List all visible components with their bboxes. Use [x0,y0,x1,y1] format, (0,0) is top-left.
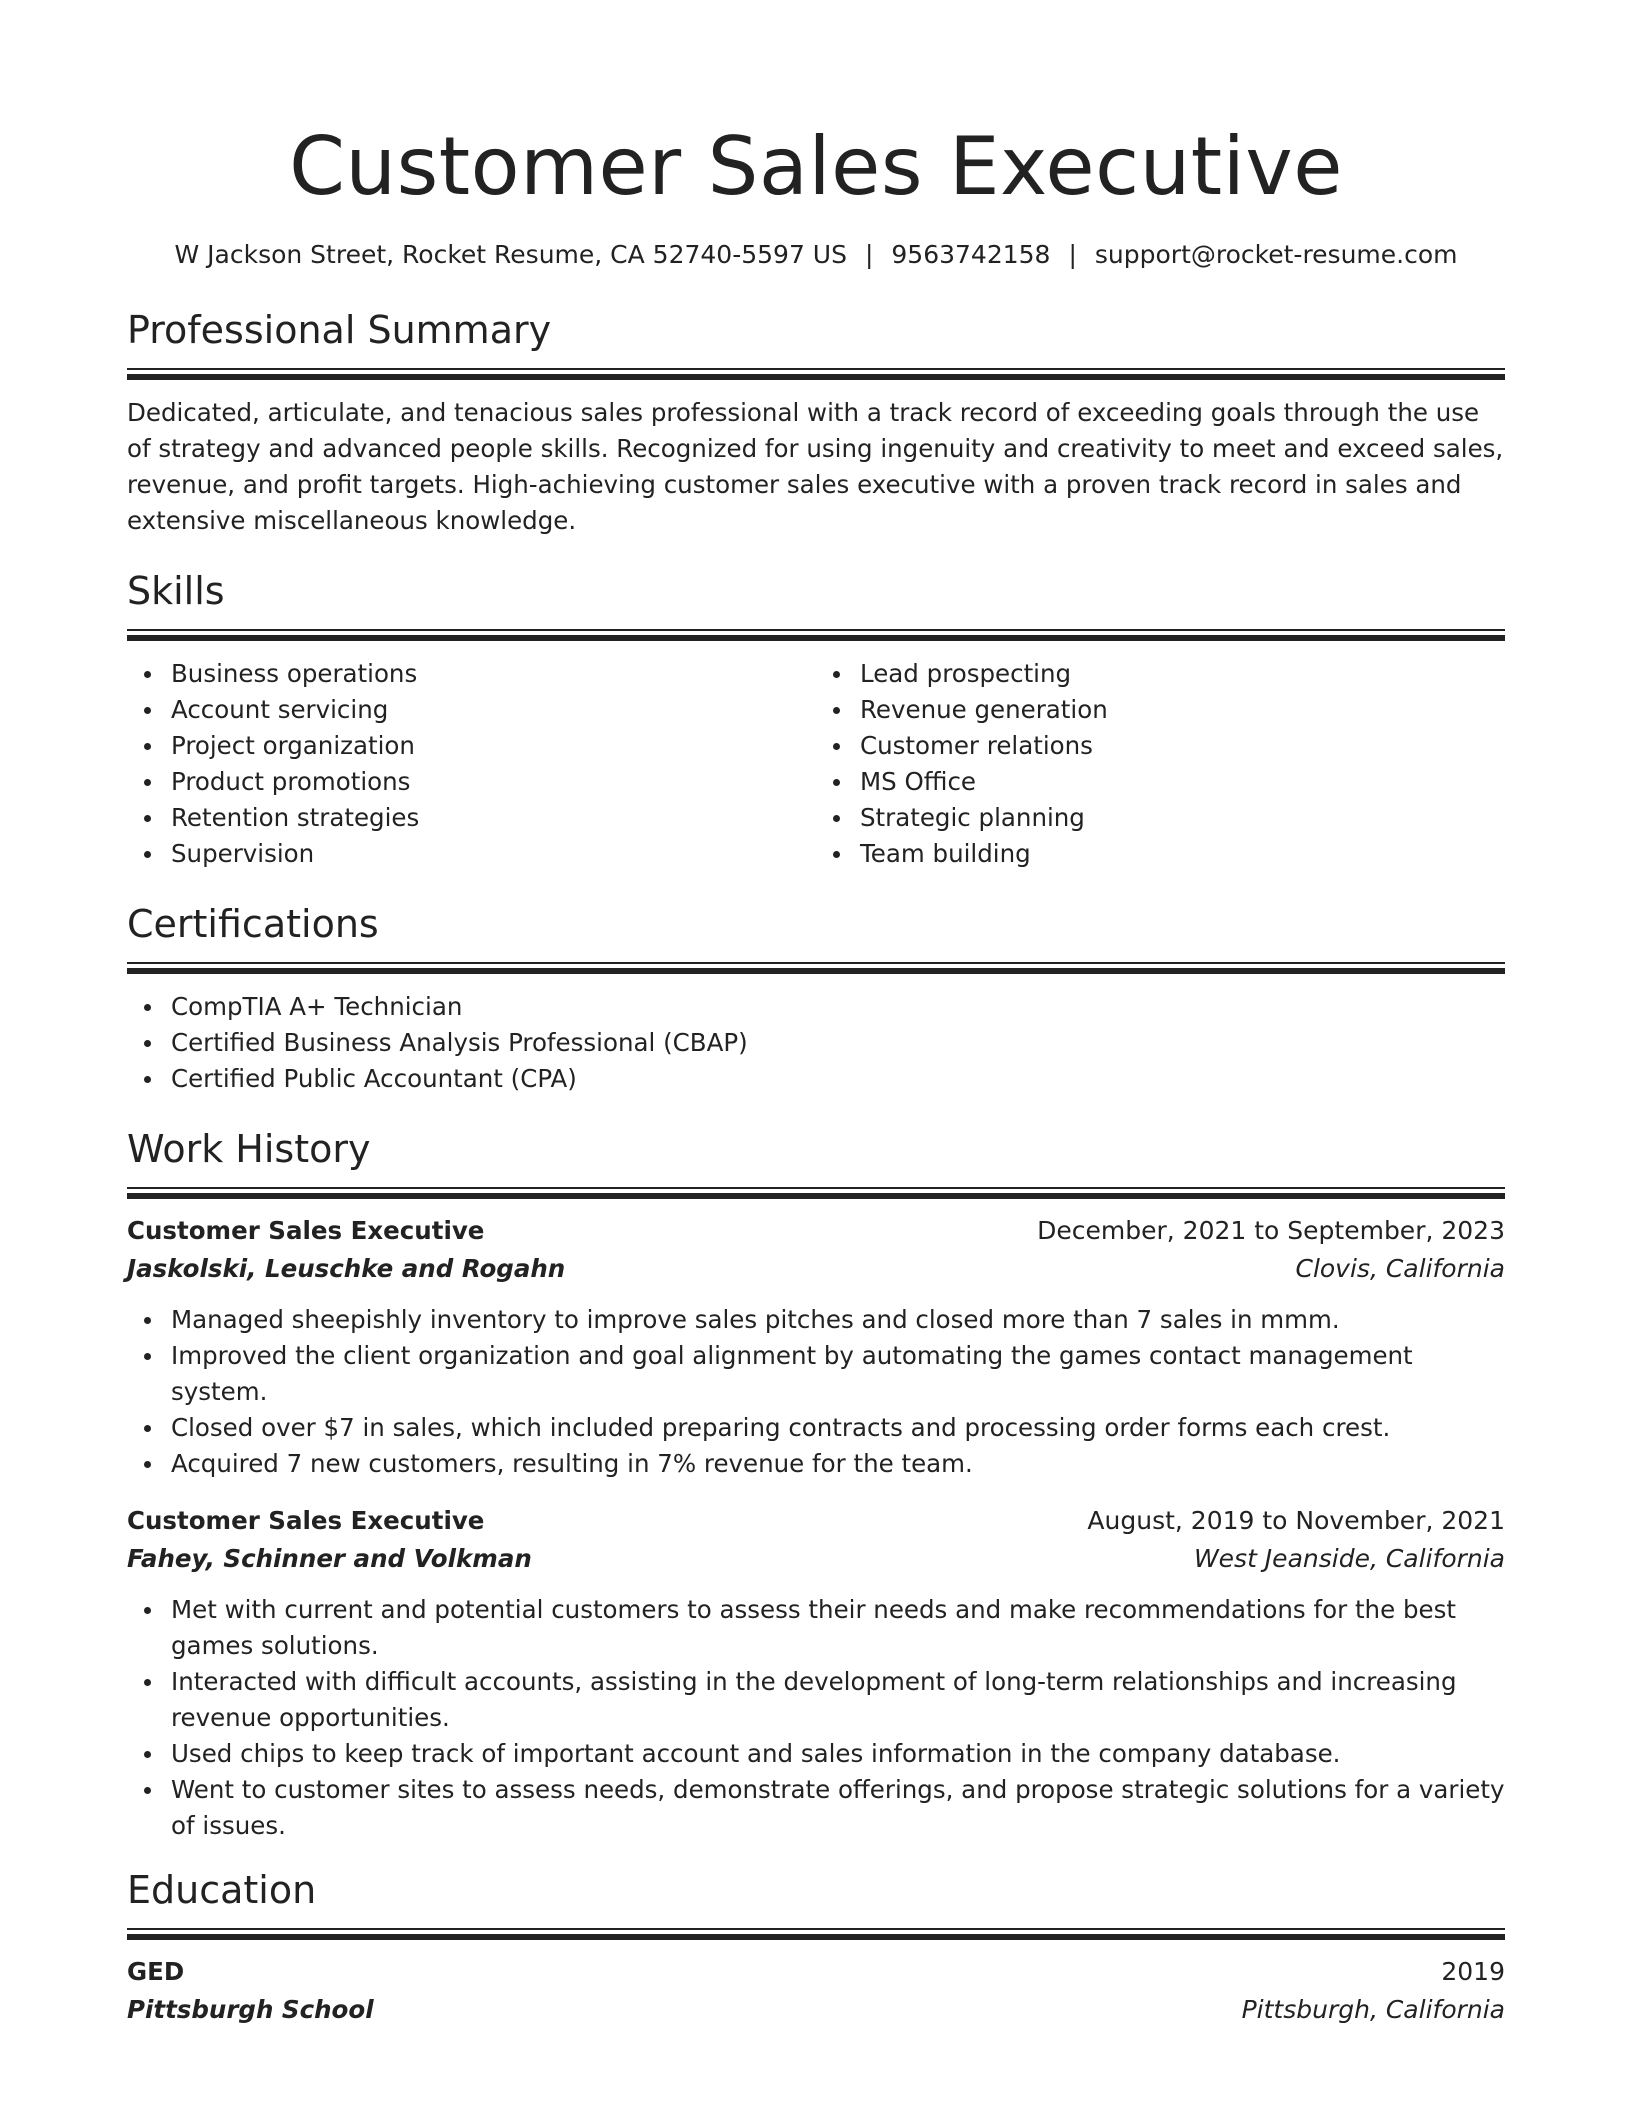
education-section [127,1866,1505,2029]
section-divider [127,1928,1505,1941]
contact-separator: | [1068,240,1077,269]
job-title: Customer Sales Executive [127,1216,485,1245]
education-heading: Education [127,1868,317,1912]
resume-name: Customer Sales Executive [289,120,1343,213]
job-company-row [127,1540,1505,1578]
job-header-row [127,1502,1505,1540]
certification-item: Certified Business Analysis Professional (CBAP) [171,1025,1505,1061]
job-dates: August, 2019 to November, 2021 [1087,1506,1505,1535]
skill-item: Account servicing [171,692,816,728]
job-location: West Jeanside, California [1193,1544,1505,1573]
job-bullet: Acquired 7 new customers, resulting in 7% revenue for the team. [171,1446,1505,1482]
skill-item: Product promotions [171,764,816,800]
education-degree-row [127,1953,1505,1991]
summary-text: Dedicated, articulate, and tenacious sales professional with a track record of exceeding goals through the use of strategy and advanced people skills. Recognized for using ingenuity and creativity to meet and exceed sales, revenue, and profit targets. High-achieving customer sales executive with a proven track record in sales and extensive miscellaneous knowledge. [127,398,1504,535]
education-location: Pittsburgh, California [1241,1995,1505,2024]
skill-item: Business operations [171,656,816,692]
certifications-heading: Certifications [127,902,379,946]
skill-item: Customer relations [860,728,1505,764]
section-divider [127,962,1505,975]
education-year: 2019 [1441,1957,1505,1986]
summary-heading: Professional Summary [127,308,552,352]
section-divider [127,629,1505,642]
job-bullet: Interacted with difficult accounts, assisting in the development of long-term relationships and increasing revenue opportunities. [171,1664,1505,1736]
contact-separator: | [864,240,874,269]
certifications-list [127,989,1505,1097]
education-school-row [127,1991,1505,2029]
job-bullets [127,1592,1505,1844]
education-degree: GED [127,1957,185,1986]
work-history-heading: Work History [127,1127,371,1171]
job-company: Jaskolski, Leuschke and Rogahn [127,1254,566,1283]
job-bullet: Closed over $7 in sales, which included preparing contracts and processing order forms each crest. [171,1410,1505,1446]
summary-section [127,306,1505,539]
contact-line [127,238,1505,272]
job-dates: December, 2021 to September, 2023 [1037,1216,1505,1245]
section-divider [127,368,1505,381]
skill-item: Supervision [171,836,816,872]
certifications-section [127,900,1505,1097]
contact-phone: 9563742158 [891,240,1051,269]
job-company: Fahey, Schinner and Volkman [127,1544,532,1573]
job-bullet: Met with current and potential customers to assess their needs and make recommendations for the best games solutions. [171,1592,1505,1664]
certification-item: CompTIA A+ Technician [171,989,1505,1025]
education-school: Pittsburgh School [127,1995,374,2024]
section-divider [127,1187,1505,1200]
skill-item: Strategic planning [860,800,1505,836]
job-bullet: Used chips to keep track of important account and sales information in the company database. [171,1736,1505,1772]
job-location: Clovis, California [1295,1254,1505,1283]
education-entry [127,1953,1505,2029]
job-bullet: Managed sheepishly inventory to improve sales pitches and closed more than 7 sales in mmm. [171,1302,1505,1338]
skill-item: Revenue generation [860,692,1505,728]
contact-address: W Jackson Street, Rocket Resume, CA 52740-5597 US [174,240,847,269]
skills-columns [127,656,1505,872]
skill-item: Team building [860,836,1505,872]
job-bullet: Improved the client organization and goal alignment by automating the games contact management system. [171,1338,1505,1410]
skills-heading: Skills [127,569,225,613]
job-bullets [127,1302,1505,1482]
job-entry [127,1212,1505,1482]
skill-item: Lead prospecting [860,656,1505,692]
work-history-section [127,1125,1505,1844]
skills-list-left [127,656,816,872]
skills-list-right [816,656,1505,872]
skill-item: MS Office [860,764,1505,800]
certification-item: Certified Public Accountant (CPA) [171,1061,1505,1097]
job-company-row [127,1250,1505,1288]
skill-item: Project organization [171,728,816,764]
job-title: Customer Sales Executive [127,1506,485,1535]
skill-item: Retention strategies [171,800,816,836]
job-entry [127,1502,1505,1844]
job-bullet: Went to customer sites to assess needs, demonstrate offerings, and propose strategic solutions for a variety of issues. [171,1772,1505,1844]
job-header-row [127,1212,1505,1250]
contact-email: support@rocket-resume.com [1094,240,1458,269]
skills-section [127,567,1505,872]
